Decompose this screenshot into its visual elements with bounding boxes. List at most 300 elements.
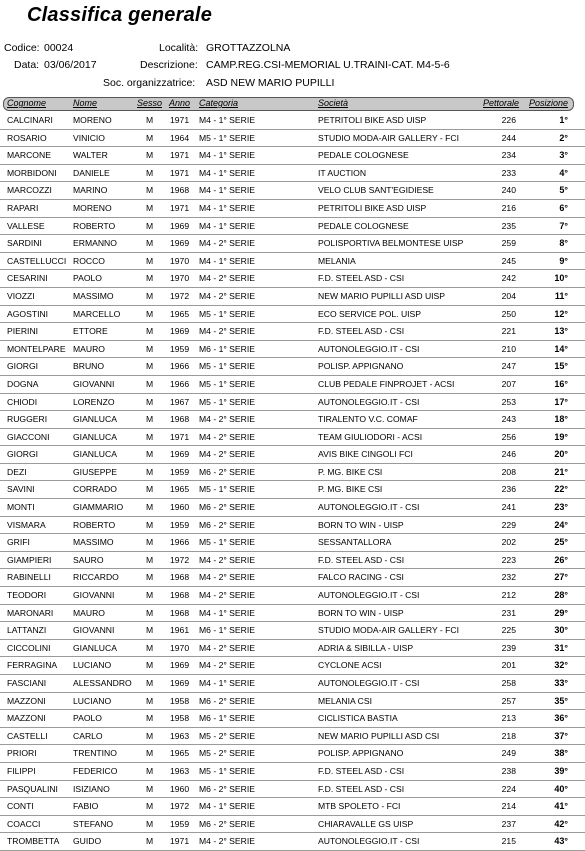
cell-posizione: 11° <box>554 290 568 301</box>
table-row <box>0 640 585 658</box>
cell-pettorale: 207 <box>501 378 516 389</box>
cell-societa: CLUB PEDALE FINPROJET - ACSI <box>318 378 455 389</box>
cell-pettorale: 241 <box>501 502 516 513</box>
cell-societa: F.D. STEEL ASD - CSI <box>318 554 405 565</box>
cell-societa: SESSANTALLORA <box>318 537 392 548</box>
cell-categoria: M6 - 2° SERIE <box>199 818 255 829</box>
cell-anno: 1969 <box>170 220 190 231</box>
cell-pettorale: 256 <box>501 431 516 442</box>
cell-nome: WALTER <box>73 150 108 161</box>
cell-anno: 1971 <box>170 836 190 847</box>
cell-nome: ALESSANDRO <box>73 678 132 688</box>
cell-anno: 1968 <box>170 607 190 618</box>
cell-anno: 1965 <box>170 308 190 319</box>
cell-societa: PEDALE COLOGNESE <box>318 150 409 161</box>
cell-nome: CORRADO <box>73 484 117 495</box>
cell-posizione: 23° <box>554 502 568 513</box>
cell-categoria: M4 - 2° SERIE <box>199 290 255 301</box>
cell-anno: 1969 <box>170 449 190 460</box>
cell-posizione: 39° <box>554 765 568 776</box>
cell-societa: AVIS BIKE CINGOLI FCI <box>318 449 413 460</box>
cell-categoria: M4 - 2° SERIE <box>199 431 255 442</box>
cell-posizione: 21° <box>554 466 568 477</box>
cell-posizione: 10° <box>554 273 568 284</box>
cell-sesso: M <box>146 748 154 759</box>
header-cognome: Cognome <box>7 98 47 108</box>
table-row <box>0 235 585 253</box>
cell-categoria: M6 - 1° SERIE <box>199 343 255 354</box>
cell-pettorale: 239 <box>501 642 516 653</box>
cell-sesso: M <box>146 414 154 425</box>
cell-posizione: 37° <box>554 730 568 741</box>
cell-anno: 1970 <box>170 255 190 266</box>
cell-societa: BORN TO WIN - UISP <box>318 607 404 618</box>
cell-anno: 1959 <box>170 466 190 477</box>
cell-posizione: 25° <box>554 537 568 548</box>
cell-nome: BRUNO <box>73 361 105 372</box>
cell-posizione: 42° <box>554 818 568 829</box>
table-row <box>0 605 585 623</box>
cell-posizione: 26° <box>554 554 568 565</box>
cell-anno: 1963 <box>170 730 190 741</box>
cell-anno: 1971 <box>170 150 190 161</box>
cell-societa: STUDIO MODA-AIR GALLERY - FCI <box>318 625 460 636</box>
cell-anno: 1969 <box>170 660 190 671</box>
cell-anno: 1959 <box>170 519 190 530</box>
cell-pettorale: 221 <box>501 326 516 337</box>
cell-societa: BORN TO WIN - UISP <box>318 519 404 530</box>
header-categoria: Categoria <box>199 98 239 108</box>
cell-sesso: M <box>146 572 154 583</box>
cell-societa: IT AUCTION <box>318 167 367 178</box>
table-row <box>0 429 585 447</box>
table-row <box>0 587 585 605</box>
cell-posizione: 30° <box>554 625 568 636</box>
cell-anno: 1969 <box>170 326 190 337</box>
cell-anno: 1971 <box>170 202 190 213</box>
cell-sesso: M <box>146 343 154 354</box>
header-pettorale: Pettorale <box>483 98 520 108</box>
cell-societa: STUDIO MODA-AIR GALLERY - FCI <box>318 132 460 143</box>
cell-sesso: M <box>146 202 154 213</box>
cell-societa: AUTONOLEGGIO.IT - CSI <box>318 678 420 688</box>
cell-pettorale: 218 <box>501 730 516 741</box>
table-row <box>0 323 585 341</box>
cell-pettorale: 247 <box>501 361 516 372</box>
cell-sesso: M <box>146 115 154 125</box>
cell-cognome: CALCINARI <box>7 115 53 125</box>
cell-pettorale: 240 <box>501 185 516 196</box>
cell-categoria: M5 - 1° SERIE <box>199 361 255 372</box>
table-row <box>0 394 585 412</box>
cell-cognome: COACCI <box>7 818 41 829</box>
cell-societa: PETRITOLI BIKE ASD UISP <box>318 202 427 213</box>
cell-pettorale: 233 <box>501 167 516 178</box>
cell-sesso: M <box>146 695 154 706</box>
cell-pettorale: 226 <box>501 115 516 125</box>
cell-societa: TEAM GIULIODORI - ACSI <box>318 431 423 442</box>
cell-nome: ROBERTO <box>73 519 116 530</box>
cell-posizione: 14° <box>554 343 568 354</box>
cell-categoria: M6 - 2° SERIE <box>199 519 255 530</box>
table-row <box>0 200 585 218</box>
cell-nome: MARCELLO <box>73 308 121 319</box>
table-row <box>0 112 585 130</box>
cell-societa: F.D. STEEL ASD - CSI <box>318 765 405 776</box>
table-row <box>0 270 585 288</box>
cell-categoria: M4 - 1° SERIE <box>199 220 255 231</box>
cell-categoria: M4 - 2° SERIE <box>199 660 255 671</box>
cell-cognome: CASTELLUCCI <box>7 255 67 266</box>
table-row <box>0 763 585 781</box>
cell-anno: 1966 <box>170 361 190 372</box>
cell-posizione: 2° <box>559 132 568 143</box>
table-row <box>0 130 585 148</box>
cell-nome: LORENZO <box>73 396 115 407</box>
soc-value: ASD NEW MARIO PUPILLI <box>206 77 335 89</box>
cell-anno: 1964 <box>170 132 190 143</box>
cell-anno: 1965 <box>170 484 190 495</box>
cell-nome: GIANLUCA <box>73 449 117 460</box>
cell-sesso: M <box>146 502 154 513</box>
cell-posizione: 33° <box>554 678 568 688</box>
cell-nome: GIANLUCA <box>73 642 117 653</box>
cell-societa: AUTONOLEGGIO.IT - CSI <box>318 343 420 354</box>
cell-cognome: CASTELLI <box>7 730 48 741</box>
table-row <box>0 693 585 711</box>
cell-pettorale: 234 <box>501 150 516 161</box>
page-title: Classifica generale <box>27 4 213 26</box>
cell-societa: F.D. STEEL ASD - CSI <box>318 273 405 284</box>
cell-cognome: FILIPPI <box>7 765 36 776</box>
cell-nome: DANIELE <box>73 167 110 178</box>
cell-cognome: GIAMPIERI <box>7 554 52 565</box>
localita-value: GROTTAZZOLNA <box>206 42 291 54</box>
cell-nome: LUCIANO <box>73 660 112 671</box>
cell-posizione: 43° <box>554 836 568 847</box>
table-row <box>0 781 585 799</box>
cell-sesso: M <box>146 537 154 548</box>
cell-cognome: RUGGERI <box>7 414 48 425</box>
cell-cognome: PIERINI <box>7 326 39 337</box>
cell-nome: RICCARDO <box>73 572 119 583</box>
table-row <box>0 165 585 183</box>
cell-cognome: PASQUALINI <box>7 783 58 794</box>
cell-cognome: VIOZZI <box>7 290 35 301</box>
cell-pettorale: 242 <box>501 273 516 284</box>
cell-categoria: M4 - 2° SERIE <box>199 642 255 653</box>
cell-cognome: MARCONE <box>7 150 51 161</box>
cell-nome: GIOVANNI <box>73 625 115 636</box>
cell-anno: 1970 <box>170 642 190 653</box>
cell-pettorale: 243 <box>501 414 516 425</box>
cell-nome: FABIO <box>73 801 99 812</box>
cell-nome: VINICIO <box>73 132 105 143</box>
cell-categoria: M4 - 2° SERIE <box>199 326 255 337</box>
cell-cognome: VALLESE <box>7 220 45 231</box>
table-row <box>0 798 585 816</box>
cell-societa: TIRALENTO V.C. COMAF <box>318 414 418 425</box>
cell-societa: VELO CLUB SANT'EGIDIESE <box>318 185 434 196</box>
cell-pettorale: 246 <box>501 449 516 460</box>
cell-nome: MASSIMO <box>73 290 114 301</box>
cell-pettorale: 202 <box>501 537 516 548</box>
cell-societa: PEDALE COLOGNESE <box>318 220 409 231</box>
cell-societa: MTB SPOLETO - FCI <box>318 801 401 812</box>
cell-anno: 1968 <box>170 414 190 425</box>
codice-label: Codice: <box>4 42 40 54</box>
cell-sesso: M <box>146 625 154 636</box>
cell-categoria: M5 - 1° SERIE <box>199 765 255 776</box>
cell-posizione: 35° <box>554 695 568 706</box>
cell-societa: POLISP. APPIGNANO <box>318 748 404 759</box>
cell-pettorale: 249 <box>501 748 516 759</box>
cell-nome: GIANLUCA <box>73 414 117 425</box>
cell-categoria: M4 - 2° SERIE <box>199 554 255 565</box>
table-row <box>0 218 585 236</box>
cell-categoria: M5 - 1° SERIE <box>199 132 255 143</box>
cell-cognome: LATTANZI <box>7 625 47 636</box>
cell-cognome: DEZI <box>7 466 27 477</box>
cell-sesso: M <box>146 273 154 284</box>
cell-sesso: M <box>146 449 154 460</box>
table-row <box>0 833 585 851</box>
soc-label: Soc. organizzatrice: <box>103 77 196 89</box>
cell-sesso: M <box>146 150 154 161</box>
cell-societa: MELANIA <box>318 255 356 266</box>
cell-societa: POLISPORTIVA BELMONTESE UISP <box>318 238 464 249</box>
cell-categoria: M4 - 1° SERIE <box>199 167 255 178</box>
cell-cognome: TEODORI <box>7 590 47 601</box>
cell-anno: 1971 <box>170 431 190 442</box>
cell-pettorale: 238 <box>501 765 516 776</box>
cell-categoria: M5 - 1° SERIE <box>199 378 255 389</box>
cell-categoria: M5 - 2° SERIE <box>199 730 255 741</box>
data-label: Data: <box>14 59 40 71</box>
cell-sesso: M <box>146 132 154 143</box>
cell-societa: AUTONOLEGGIO.IT - CSI <box>318 590 420 601</box>
cell-anno: 1970 <box>170 273 190 284</box>
cell-pettorale: 216 <box>501 202 516 213</box>
cell-anno: 1966 <box>170 537 190 548</box>
cell-pettorale: 253 <box>501 396 516 407</box>
cell-nome: MORENO <box>73 202 112 213</box>
cell-nome: LUCIANO <box>73 695 112 706</box>
cell-pettorale: 235 <box>501 220 516 231</box>
cell-sesso: M <box>146 167 154 178</box>
cell-categoria: M4 - 2° SERIE <box>199 449 255 460</box>
cell-societa: P. MG. BIKE CSI <box>318 466 383 477</box>
data-value: 03/06/2017 <box>44 59 97 71</box>
cell-posizione: 18° <box>554 414 568 425</box>
cell-pettorale: 208 <box>501 466 516 477</box>
cell-pettorale: 215 <box>501 836 516 847</box>
table-row <box>0 816 585 834</box>
cell-anno: 1972 <box>170 554 190 565</box>
table-row <box>0 411 585 429</box>
cell-pettorale: 258 <box>501 678 516 688</box>
cell-nome: MAURO <box>73 607 105 618</box>
cell-posizione: 41° <box>554 801 568 812</box>
cell-sesso: M <box>146 590 154 601</box>
cell-sesso: M <box>146 730 154 741</box>
cell-posizione: 40° <box>554 783 568 794</box>
cell-posizione: 5° <box>559 185 568 196</box>
cell-pettorale: 237 <box>501 818 516 829</box>
cell-posizione: 8° <box>559 238 568 249</box>
cell-posizione: 3° <box>559 150 568 161</box>
cell-societa: ECO SERVICE POL. UISP <box>318 308 421 319</box>
cell-nome: ISIZIANO <box>73 783 110 794</box>
cell-societa: POLISP. APPIGNANO <box>318 361 404 372</box>
cell-sesso: M <box>146 255 154 266</box>
cell-pettorale: 245 <box>501 255 516 266</box>
table-row <box>0 534 585 552</box>
cell-pettorale: 244 <box>501 132 516 143</box>
table-row <box>0 147 585 165</box>
cell-cognome: MARONARI <box>7 607 54 618</box>
cell-anno: 1966 <box>170 378 190 389</box>
cell-pettorale: 257 <box>501 695 516 706</box>
cell-sesso: M <box>146 765 154 776</box>
cell-categoria: M4 - 2° SERIE <box>199 414 255 425</box>
cell-sesso: M <box>146 519 154 530</box>
cell-cognome: MAZZONI <box>7 713 46 724</box>
cell-anno: 1969 <box>170 238 190 249</box>
cell-sesso: M <box>146 818 154 829</box>
cell-sesso: M <box>146 783 154 794</box>
cell-posizione: 27° <box>554 572 568 583</box>
cell-posizione: 32° <box>554 660 568 671</box>
cell-sesso: M <box>146 484 154 495</box>
cell-sesso: M <box>146 713 154 724</box>
cell-sesso: M <box>146 326 154 337</box>
cell-pettorale: 225 <box>501 625 516 636</box>
header-societa: Società <box>318 98 349 108</box>
cell-cognome: MAZZONI <box>7 695 46 706</box>
cell-sesso: M <box>146 361 154 372</box>
cell-nome: ETTORE <box>73 326 108 337</box>
cell-cognome: ROSARIO <box>7 132 47 143</box>
cell-categoria: M4 - 2° SERIE <box>199 572 255 583</box>
cell-posizione: 19° <box>554 431 568 442</box>
table-row <box>0 341 585 359</box>
table-row <box>0 376 585 394</box>
cell-nome: GIANLUCA <box>73 431 117 442</box>
cell-posizione: 28° <box>554 590 568 601</box>
cell-categoria: M4 - 1° SERIE <box>199 801 255 812</box>
cell-sesso: M <box>146 678 154 688</box>
cell-anno: 1967 <box>170 396 190 407</box>
cell-categoria: M6 - 2° SERIE <box>199 466 255 477</box>
cell-posizione: 36° <box>554 713 568 724</box>
cell-posizione: 1° <box>559 115 568 125</box>
cell-nome: GIUSEPPE <box>73 466 117 477</box>
table-row <box>0 358 585 376</box>
cell-nome: MAURO <box>73 343 105 354</box>
cell-anno: 1971 <box>170 115 190 125</box>
header-nome: Nome <box>73 98 98 108</box>
cell-pettorale: 236 <box>501 484 516 495</box>
cell-cognome: CONTI <box>7 801 34 812</box>
cell-societa: F.D. STEEL ASD - CSI <box>318 783 405 794</box>
cell-nome: ROCCO <box>73 255 105 266</box>
cell-cognome: DOGNA <box>7 378 39 389</box>
table-row <box>0 517 585 535</box>
cell-anno: 1963 <box>170 765 190 776</box>
cell-anno: 1972 <box>170 801 190 812</box>
table-row <box>0 182 585 200</box>
cell-anno: 1961 <box>170 625 190 636</box>
cell-pettorale: 212 <box>501 590 516 601</box>
table-row <box>0 552 585 570</box>
cell-societa: FALCO RACING - CSI <box>318 572 404 583</box>
cell-sesso: M <box>146 642 154 653</box>
cell-posizione: 12° <box>554 308 568 319</box>
table-row <box>0 446 585 464</box>
cell-categoria: M4 - 2° SERIE <box>199 238 255 249</box>
cell-anno: 1968 <box>170 572 190 583</box>
cell-sesso: M <box>146 466 154 477</box>
cell-nome: GIAMMARIO <box>73 502 124 513</box>
cell-societa: NEW MARIO PUPILLI ASD CSI <box>318 730 440 741</box>
cell-cognome: SARDINI <box>7 238 42 249</box>
cell-categoria: M4 - 1° SERIE <box>199 255 255 266</box>
table-row <box>0 622 585 640</box>
cell-sesso: M <box>146 220 154 231</box>
table-row <box>0 569 585 587</box>
cell-anno: 1959 <box>170 343 190 354</box>
cell-anno: 1968 <box>170 185 190 196</box>
descrizione-label: Descrizione: <box>140 59 198 71</box>
cell-categoria: M4 - 2° SERIE <box>199 273 255 284</box>
table-row <box>0 710 585 728</box>
cell-anno: 1960 <box>170 783 190 794</box>
table-row <box>0 481 585 499</box>
cell-societa: P. MG. BIKE CSI <box>318 484 383 495</box>
cell-categoria: M4 - 1° SERIE <box>199 150 255 161</box>
cell-cognome: FERRAGINA <box>7 660 58 671</box>
cell-cognome: CICCOLINI <box>7 642 51 653</box>
cell-sesso: M <box>146 607 154 618</box>
cell-nome: MORENO <box>73 115 112 125</box>
cell-societa: F.D. STEEL ASD - CSI <box>318 326 405 337</box>
cell-anno: 1971 <box>170 167 190 178</box>
cell-posizione: 4° <box>559 167 568 178</box>
cell-societa: AUTONOLEGGIO.IT - CSI <box>318 502 420 513</box>
cell-nome: GIOVANNI <box>73 378 115 389</box>
cell-categoria: M5 - 1° SERIE <box>199 537 255 548</box>
cell-nome: STEFANO <box>73 818 114 829</box>
cell-posizione: 22° <box>554 484 568 495</box>
cell-societa: MELANIA CSI <box>318 695 372 706</box>
cell-categoria: M5 - 1° SERIE <box>199 396 255 407</box>
cell-sesso: M <box>146 801 154 812</box>
cell-nome: PAOLO <box>73 713 102 724</box>
cell-categoria: M4 - 2° SERIE <box>199 590 255 601</box>
cell-pettorale: 231 <box>501 607 516 618</box>
cell-cognome: GIACCONI <box>7 431 50 442</box>
cell-categoria: M5 - 1° SERIE <box>199 484 255 495</box>
cell-sesso: M <box>146 660 154 671</box>
cell-pettorale: 229 <box>501 519 516 530</box>
cell-cognome: GRIFI <box>7 537 30 548</box>
cell-categoria: M5 - 2° SERIE <box>199 748 255 759</box>
cell-anno: 1960 <box>170 502 190 513</box>
cell-sesso: M <box>146 238 154 249</box>
cell-posizione: 31° <box>554 642 568 653</box>
cell-categoria: M4 - 1° SERIE <box>199 678 255 688</box>
